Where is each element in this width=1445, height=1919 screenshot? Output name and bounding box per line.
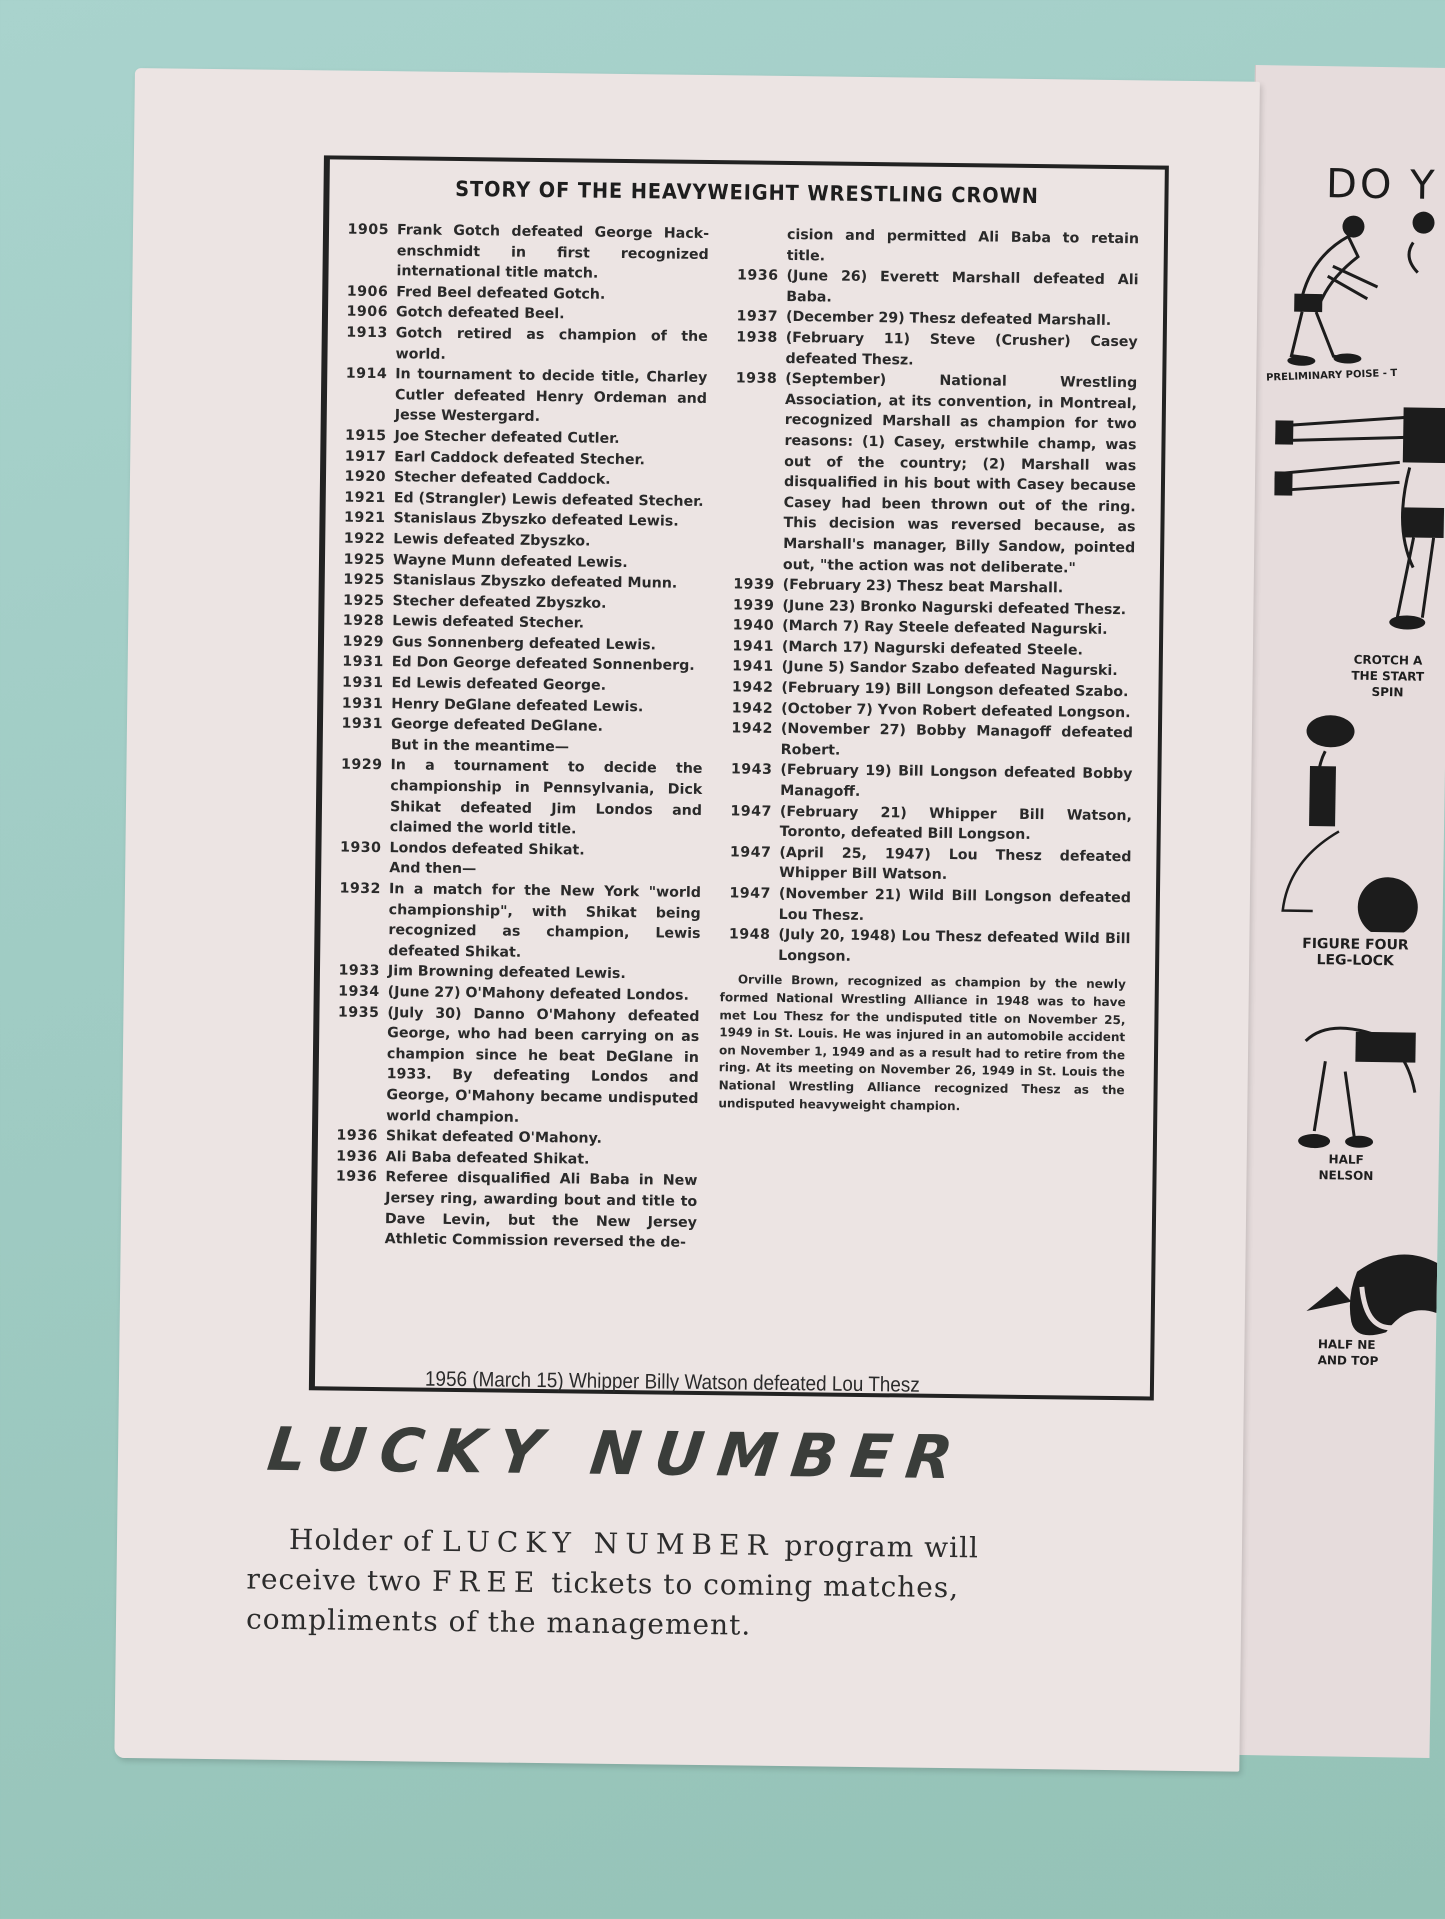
story-right-column xyxy=(718,224,1139,1117)
wrestler-illustration-figure-four xyxy=(1267,710,1445,933)
entry-year: 1936 xyxy=(335,1168,378,1186)
footnote-orville-brown: Orville Brown, recognized as champion by the newly formed National Wrestling Alliance in 1948 was to have met Lou Thesz for the undisputed title on November 25, 1949 in St. Louis. He was injured in an automobile accident on November 1, 1949 and as a result had to retire from the ring. At its meeting on November 26, 1949 in St. Louis the National Wrestling Alliance recognized Thesz as the undisputed heavyweight champion. xyxy=(718,972,1126,1113)
entry-year: 1942 xyxy=(731,699,774,717)
entry-text: Stanislaus Zbyszko defeated Munn. xyxy=(392,572,678,592)
entry-year: 1942 xyxy=(731,679,774,696)
entry-text: Stecher defeated Caddock. xyxy=(393,469,611,488)
timeline-entry xyxy=(723,718,1133,764)
entry-year: 1943 xyxy=(730,761,773,779)
entry-text: (March 17) Nagurski defeated Steele. xyxy=(781,638,1083,659)
entry-year: 1937 xyxy=(736,308,779,326)
entry-text: In a tournament to decide the championship in Pennsylvania, Dick Shikat defeated Jim Londos and claimed the world title. xyxy=(389,757,703,838)
entry-list-right xyxy=(720,265,1139,970)
entry-text: Londos defeated Shikat. xyxy=(389,839,585,859)
timeline-entry xyxy=(330,878,701,965)
entry-text: Wayne Munn defeated Lewis. xyxy=(392,551,628,571)
lucky-number-body xyxy=(246,1519,1177,1650)
entry-text: (March 7) Ray Steele defeated Nagurski. xyxy=(782,618,1108,639)
entry-year: 1933 xyxy=(338,962,381,980)
entry-year: 1925 xyxy=(343,551,386,568)
entry-text: (July 20, 1948) Lou Thesz defeated Wild Bill Longson. xyxy=(778,927,1131,965)
lucky-line-1-c: program will xyxy=(784,1529,980,1565)
entry-year: 1906 xyxy=(346,303,389,321)
entry-text: (June 23) Bronko Nagurski defeated Thesz. xyxy=(782,597,1127,618)
entry-year: 1941 xyxy=(732,658,774,676)
entry-text: (June 5) Sandor Szabo defeated Nagurski. xyxy=(781,659,1118,680)
right-page-title: DO Y xyxy=(1325,161,1438,209)
entry-year: 1917 xyxy=(344,448,387,465)
entry-text: Lewis defeated Stecher. xyxy=(392,613,585,632)
entry-text: (October 7) Yvon Robert defeated Longson. xyxy=(781,700,1131,721)
lucky-line-2-c: tickets to coming matches, xyxy=(551,1566,960,1605)
entry-year: 1920 xyxy=(344,468,387,486)
entry-text: (April 25, 1947) Lou Thesz defeated Whipper Bill Watson. xyxy=(779,844,1132,884)
lucky-line-2-a: receive two xyxy=(246,1562,423,1598)
entry-year: 1931 xyxy=(341,674,384,692)
entry-year: 1906 xyxy=(346,283,389,300)
entry-year: 1913 xyxy=(346,324,388,342)
entry-text: Stanislaus Zbyszko defeated Lewis. xyxy=(393,510,679,530)
entry-year: 1931 xyxy=(341,715,384,733)
entry-text: Henry DeGlane defeated Lewis. xyxy=(391,695,644,715)
entry-year: 1939 xyxy=(732,597,775,614)
entry-year: 1938 xyxy=(735,370,778,388)
entry-text: Ed (Strangler) Lewis defeated Stecher. xyxy=(393,489,704,510)
timeline-entry xyxy=(721,883,1131,929)
entry-text: Referee disqualified Ali Baba in New Jersey ring, awarding bout and title to Dave Levin, but the New Jersey Athletic Commission reversed the de- xyxy=(384,1169,698,1251)
entry-text: Earl Caddock defeated Stecher. xyxy=(394,448,646,468)
story-box xyxy=(309,155,1169,1400)
entry-year: 1905 xyxy=(347,221,390,239)
entry-year: 1929 xyxy=(342,633,385,650)
entry-text: Ed Lewis defeated George. xyxy=(391,675,607,694)
entry-text: Gus Sonnenberg defeated Lewis. xyxy=(391,634,657,654)
entry-text: Fred Beel defeated Gotch. xyxy=(396,283,606,303)
wrestler-illustration-half-nelson xyxy=(1284,1001,1441,1163)
entry-list-a xyxy=(333,220,709,739)
entry-text: Lewis defeated Zbyszko. xyxy=(393,531,591,550)
entry-year: 1932 xyxy=(339,880,382,898)
entry-list-c xyxy=(327,878,702,1253)
entry-text: Ali Baba defeated Shikat. xyxy=(385,1148,590,1168)
entry-year: 1921 xyxy=(343,509,386,527)
interlude-and-then: And then— xyxy=(389,860,477,878)
entry-year: 1940 xyxy=(732,617,775,635)
entry-text: George defeated DeGlane. xyxy=(390,716,604,736)
entry-text: Gotch defeated Beel. xyxy=(395,304,565,323)
entry-text: (November 27) Bobby Managoff defeated Robert. xyxy=(780,721,1134,759)
timeline-entry xyxy=(337,364,708,430)
wrestler-illustration-preliminary-poise xyxy=(1271,205,1445,378)
entry-year: 1938 xyxy=(736,329,778,346)
continuation-text: cision and permitted Ali Baba to retain title. xyxy=(786,226,1140,265)
entry-text: Stecher defeated Zbyszko. xyxy=(392,592,607,612)
timeline-entry xyxy=(722,801,1132,847)
entry-text: Ed Don George defeated Sonnenberg. xyxy=(391,654,695,675)
entry-text: Jim Browning defeated Lewis. xyxy=(387,963,626,983)
entry-year: 1921 xyxy=(344,489,386,506)
timeline-entry xyxy=(338,220,709,286)
entry-year: 1929 xyxy=(340,757,383,774)
entry-year: 1948 xyxy=(728,926,771,944)
timeline-entry xyxy=(720,924,1130,970)
timeline-entry xyxy=(728,265,1138,311)
timeline-entry xyxy=(332,755,703,842)
story-title: STORY OF THE HEAVYWEIGHT WRESTLING CROWN xyxy=(455,176,1040,209)
lucky-line-3: compliments of the management. xyxy=(245,1602,752,1642)
entry-text: In a match for the New York "world championship", with Shikat being recognized as champion, Lewis defeated Shikat. xyxy=(388,881,702,961)
wrestler-illustration-crotch-spin xyxy=(1272,395,1445,648)
entry-year: 1925 xyxy=(342,592,385,609)
entry-year: 1936 xyxy=(336,1127,379,1145)
caption-preliminary-poise: PRELIMINARY POISE - T xyxy=(1265,367,1398,384)
entry-text: Joe Stecher defeated Cutler. xyxy=(394,428,620,447)
entry-year: 1939 xyxy=(733,576,775,593)
timeline-entry xyxy=(721,842,1131,888)
right-page xyxy=(1228,65,1445,1758)
timeline-entry xyxy=(337,322,707,368)
entry-year: 1914 xyxy=(345,365,388,383)
entry-text: (February 11) Steve (Crusher) Casey defeated Thesz. xyxy=(785,329,1138,369)
caption-crotch-spin: CROTCH A THE START SPIN xyxy=(1351,652,1425,700)
entry-year: 1947 xyxy=(729,885,772,902)
entry-text: Shikat defeated O'Mahony. xyxy=(385,1128,602,1147)
entry-text: (September) National Wrestling Association, at its convention, in Montreal, recognized Marshall as champion for two reasons: (1) Casey, erstwhile champ, was out of the country; (2) Marshall was disqualified in his bout with Casey because Casey had been thrown out of the ring. This decision was reversed because, as Marshall's manager, Billy Sandow, pointed out, "the action was not deliberate." xyxy=(782,371,1138,577)
lucky-line-2-b: FREE xyxy=(431,1564,542,1600)
entry-year: 1928 xyxy=(342,612,385,630)
lucky-line-1-b: LUCKY NUMBER xyxy=(441,1524,775,1562)
added-1956-line: 1956 (March 15) Whipper Billy Watson defeated Lou Thesz xyxy=(424,1367,920,1397)
entry-text: (February 21) Whipper Bill Watson, Toronto, defeated Bill Longson. xyxy=(779,803,1133,844)
caption-half-nelson-and-top: HALF NE AND TOP xyxy=(1317,1337,1379,1369)
entry-text: Gotch retired as champion of the world. xyxy=(395,325,708,363)
caption-figure-four-leg-lock: FIGURE FOUR LEG-LOCK xyxy=(1302,935,1409,970)
entry-year: 1936 xyxy=(336,1148,378,1165)
entry-year: 1931 xyxy=(341,695,384,712)
entry-year: 1941 xyxy=(732,638,775,655)
lucky-number-heading: LUCKY NUMBER xyxy=(264,1414,971,1494)
entry-text: (February 23) Thesz beat Marshall. xyxy=(782,577,1064,597)
entry-text: (February 19) Bill Longson defeated Bobby Managoff. xyxy=(780,762,1133,800)
entry-year: 1936 xyxy=(736,267,779,285)
entry-text: (June 27) O'Mahony defeated Londos. xyxy=(387,984,690,1004)
entry-year: 1931 xyxy=(342,654,384,671)
timeline-entry xyxy=(327,1167,698,1254)
entry-year: 1930 xyxy=(339,839,382,856)
entry-year: 1942 xyxy=(731,720,774,738)
entry-text: (February 19) Bill Longson defeated Szabo. xyxy=(781,680,1129,701)
timeline-entry xyxy=(328,1002,699,1130)
lucky-line-1-a: Holder of xyxy=(288,1522,433,1558)
entry-year: 1947 xyxy=(730,802,773,820)
entry-year: 1925 xyxy=(343,571,385,589)
entry-text: (June 26) Everett Marshall defeated Ali Baba. xyxy=(786,268,1139,306)
entry-year: 1922 xyxy=(343,530,386,547)
interlude-meantime: But in the meantime— xyxy=(390,737,570,756)
entry-text: (November 21) Wild Bill Longson defeated Lou Thesz. xyxy=(778,885,1132,924)
entry-text: In tournament to decide title, Charley Cutler defeated Henry Ordeman and Jesse Westergard. xyxy=(394,366,708,426)
timeline-entry xyxy=(722,760,1132,806)
entry-text: (July 30) Danno O'Mahony defeated George, who had been carrying on as champion since he beat DeGlane in 1933. By defeating Londos and George, O'Mahony became undisputed world champion. xyxy=(386,1004,700,1126)
entry-year: 1935 xyxy=(337,1004,380,1021)
entry-list-b xyxy=(331,755,702,862)
caption-half-nelson: HALF NELSON xyxy=(1318,1152,1374,1183)
entry-year: 1934 xyxy=(338,983,380,1001)
entry-year: 1915 xyxy=(344,427,387,445)
program-page xyxy=(114,68,1260,1772)
entry-text: Frank Gotch defeated George Hack-enschmidt in first recognized international title match. xyxy=(396,222,710,282)
entry-year: 1947 xyxy=(729,844,772,861)
timeline-entry xyxy=(725,368,1137,579)
story-left-column xyxy=(327,220,710,1254)
entry-text: (December 29) Thesz defeated Marshall. xyxy=(785,309,1112,330)
timeline-entry xyxy=(727,327,1137,373)
